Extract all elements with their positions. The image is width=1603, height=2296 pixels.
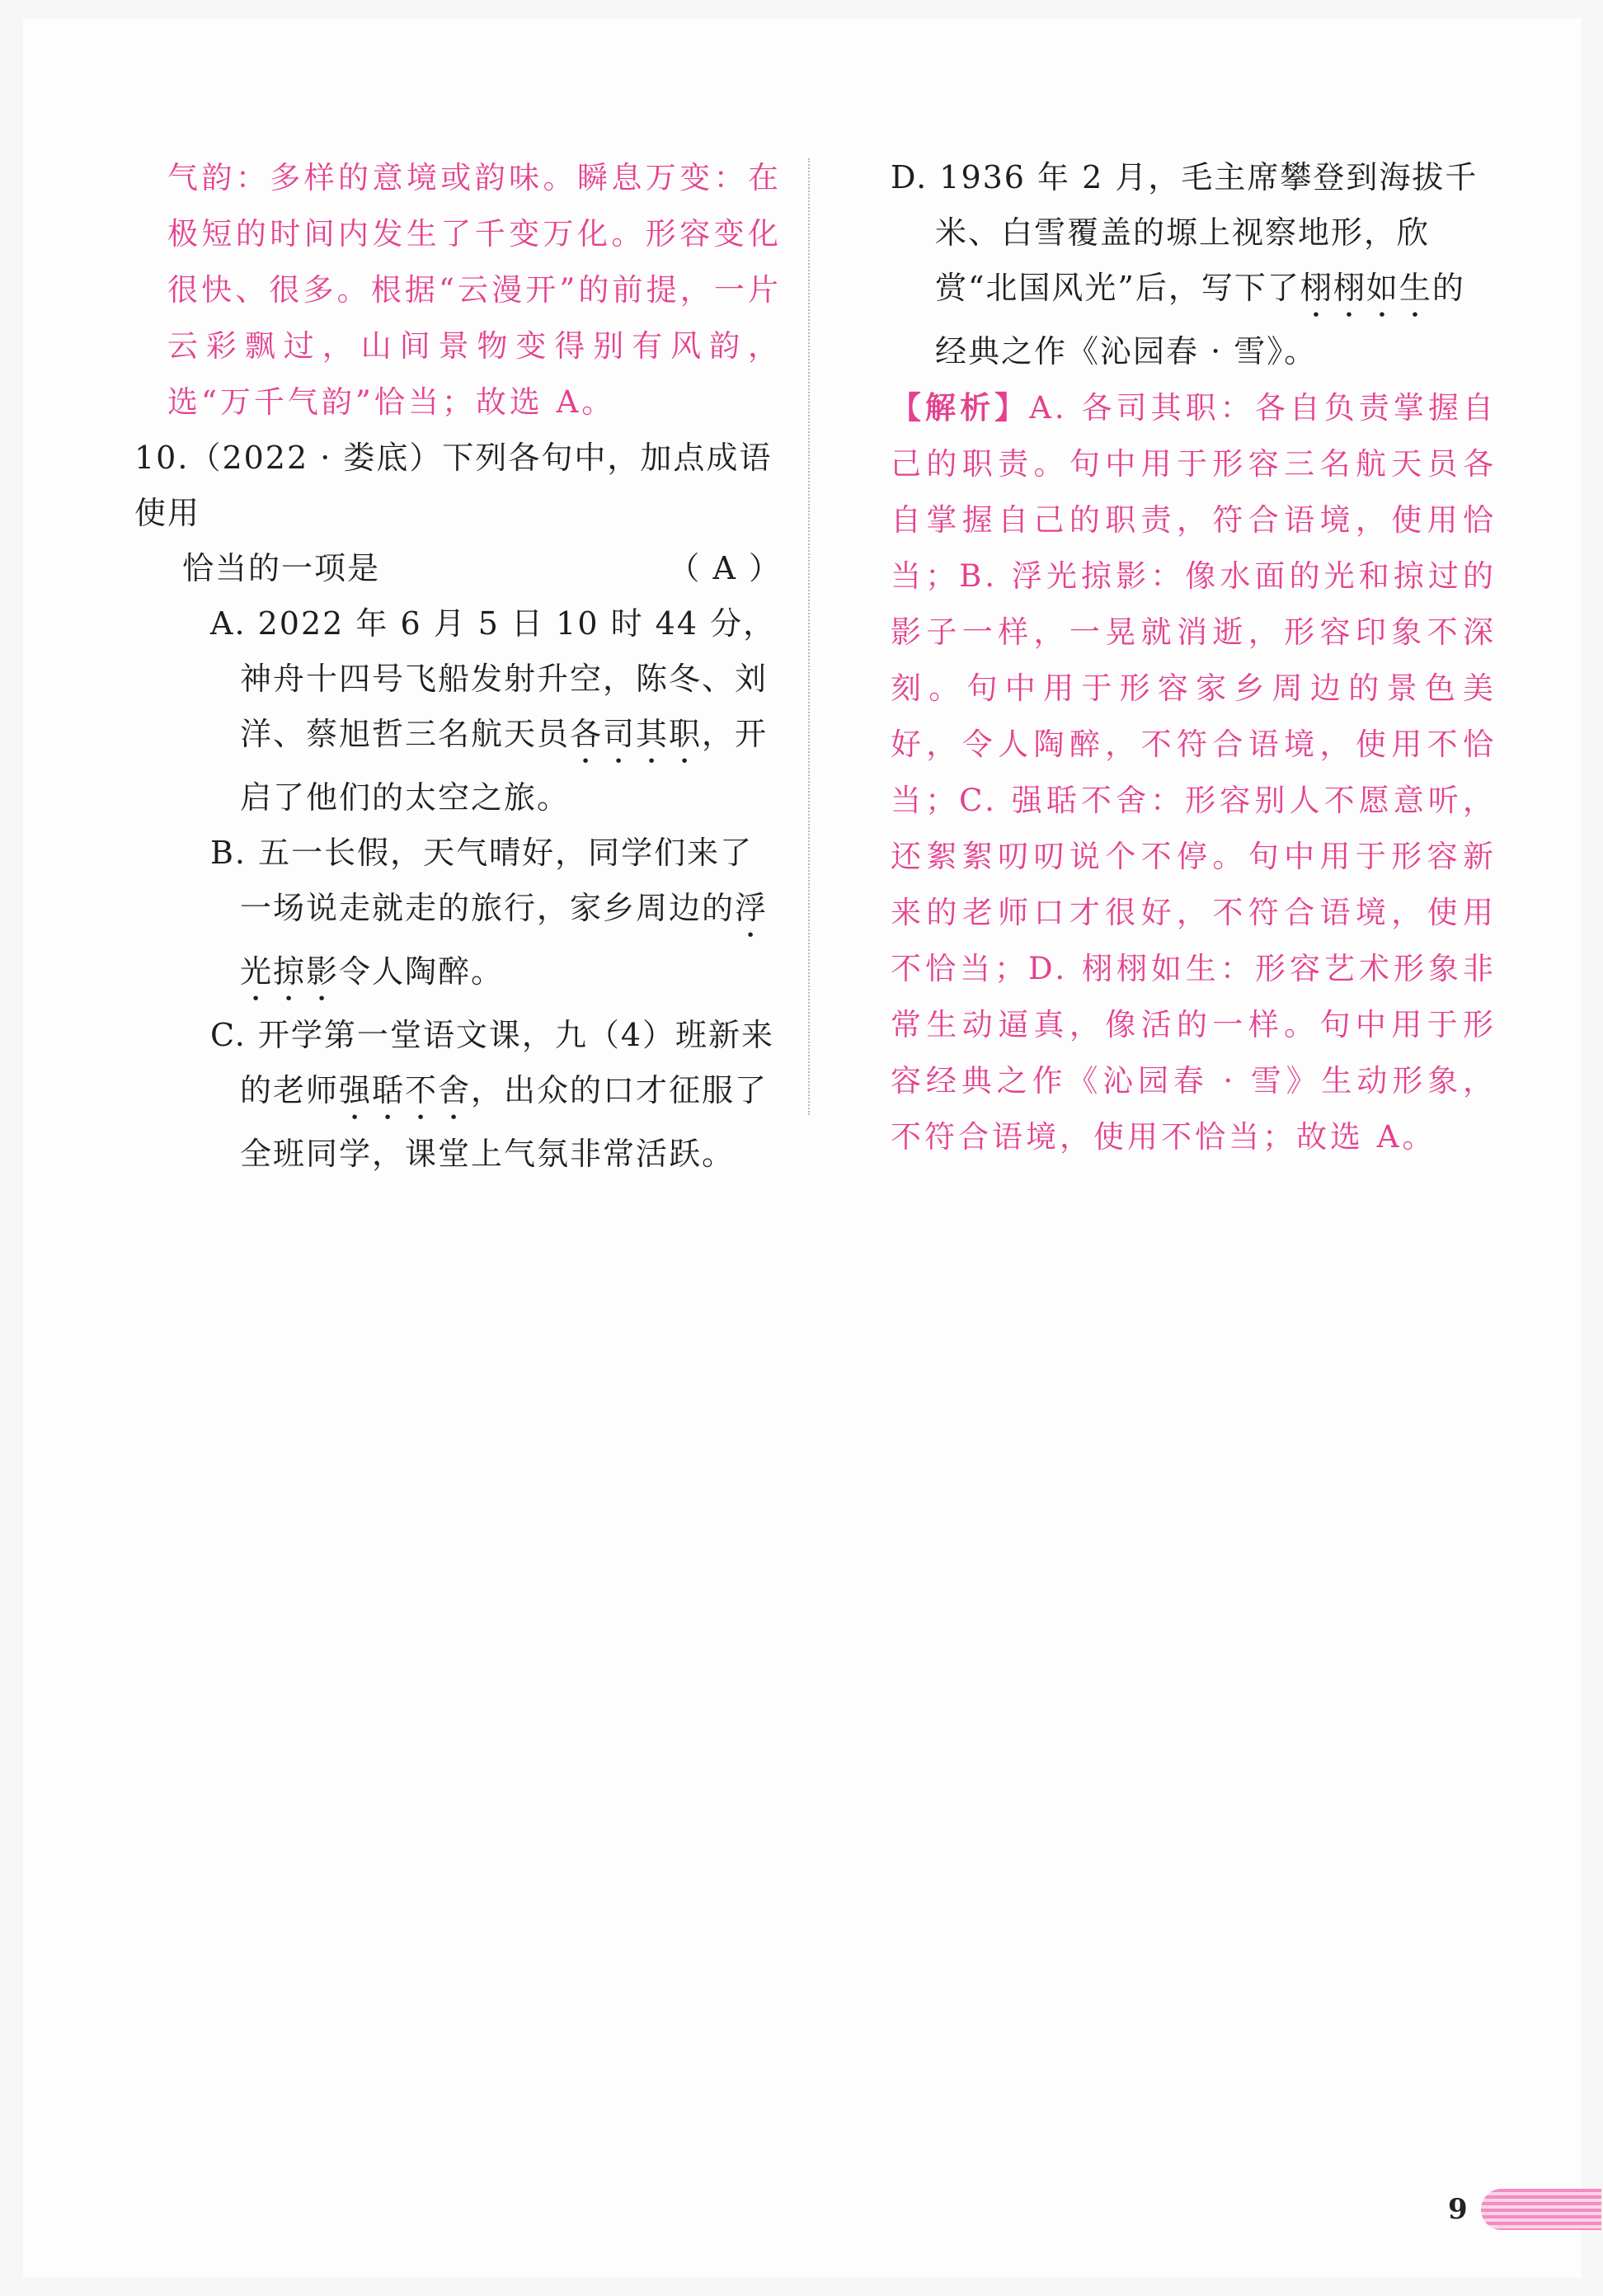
option-b-text: B. 五一长假，天气晴好，同学们来了一场说走就走的旅行，家乡周边的	[210, 835, 754, 926]
question-number: 10.	[134, 440, 190, 476]
question-stem-line2: 恰当的一项是	[182, 550, 381, 586]
option-d-idiom: 栩栩如生	[1300, 270, 1432, 306]
page-tab-decoration	[1481, 2189, 1601, 2230]
explanation-continued: 气韵：多样的意境或韵味。瞬息万变：在极短的时间内发生了千变万化。形容变化很快、很多。根据“云漫开”的前提，一片云彩飘过，山间景物变得别有风韵，选“万千气韵”恰当；故选 A。	[167, 160, 782, 420]
option-a-text: A. 2022 年 6 月 5 日 10 时 44 分，神舟十四号飞船发射升空，陈冬、刘洋、蔡旭哲三名航天员	[210, 605, 777, 752]
option-d-text: D. 1936 年 2 月，毛主席攀登到海拔千米、白雪覆盖的塬上视察地形，欣赏“北国风光”后，写下了	[891, 159, 1478, 306]
option-a-tail: ，开启了他们的太空之旅。	[240, 716, 769, 816]
option-d	[891, 150, 1497, 379]
page	[23, 18, 1582, 2278]
page-number: 9	[1448, 2193, 1468, 2226]
option-d-tail: 的经典之作《沁园春 · 雪》。	[935, 270, 1465, 369]
right-column	[891, 150, 1497, 1165]
question-stem-line1: 下列各句中，加点成语使用	[134, 440, 773, 531]
question-source: （2022 · 娄底）	[189, 440, 443, 476]
column-divider	[808, 158, 810, 1115]
option-b-idiom: 浮光掠影	[240, 890, 769, 990]
left-column	[134, 150, 782, 1182]
option-a	[167, 596, 782, 826]
analysis-tag: 【解析】	[891, 389, 1030, 426]
analysis-text: A. 各司其职：各自负责掌握自己的职责。句中用于形容三名航天员各自掌握自己的职责，符合语境，使用恰当；B. 浮光掠影：像水面的光和掠过的影子一样，一晃就消逝，形容印象不深刻。句中用于形容家乡周边的景色美好，令人陶醉，不符合语境，使用不恰当；C. 强聒不舍：形容别人不愿意听，还絮絮叨叨说个不停。句中用于形容新来的老师口才很好，不符合语境，使用不恰当；D. 栩栩如生：形容艺术形象非常生动逼真，像活的一样。句中用于形容经典之作《沁园春 · 雪》生动形象，不符合语境，使用不恰当；故选 A。	[891, 390, 1497, 1155]
option-c-tail: ，出众的口才征服了全班同学，课堂上气氛非常活跃。	[240, 1072, 769, 1172]
analysis	[891, 379, 1497, 1165]
option-b	[167, 826, 782, 1008]
question-10-stem-line2	[167, 541, 782, 596]
option-c-text: C. 开学第一堂语文课，九（4）班新来的老师	[210, 1017, 775, 1108]
option-c	[167, 1008, 782, 1182]
question-10-stem	[134, 430, 782, 541]
option-c-idiom: 强聒不舍	[339, 1072, 472, 1108]
option-a-idiom: 各司其职	[570, 716, 703, 752]
answer-bracket: （ A ）	[668, 550, 782, 586]
option-b-tail: 令人陶醉。	[339, 953, 505, 990]
